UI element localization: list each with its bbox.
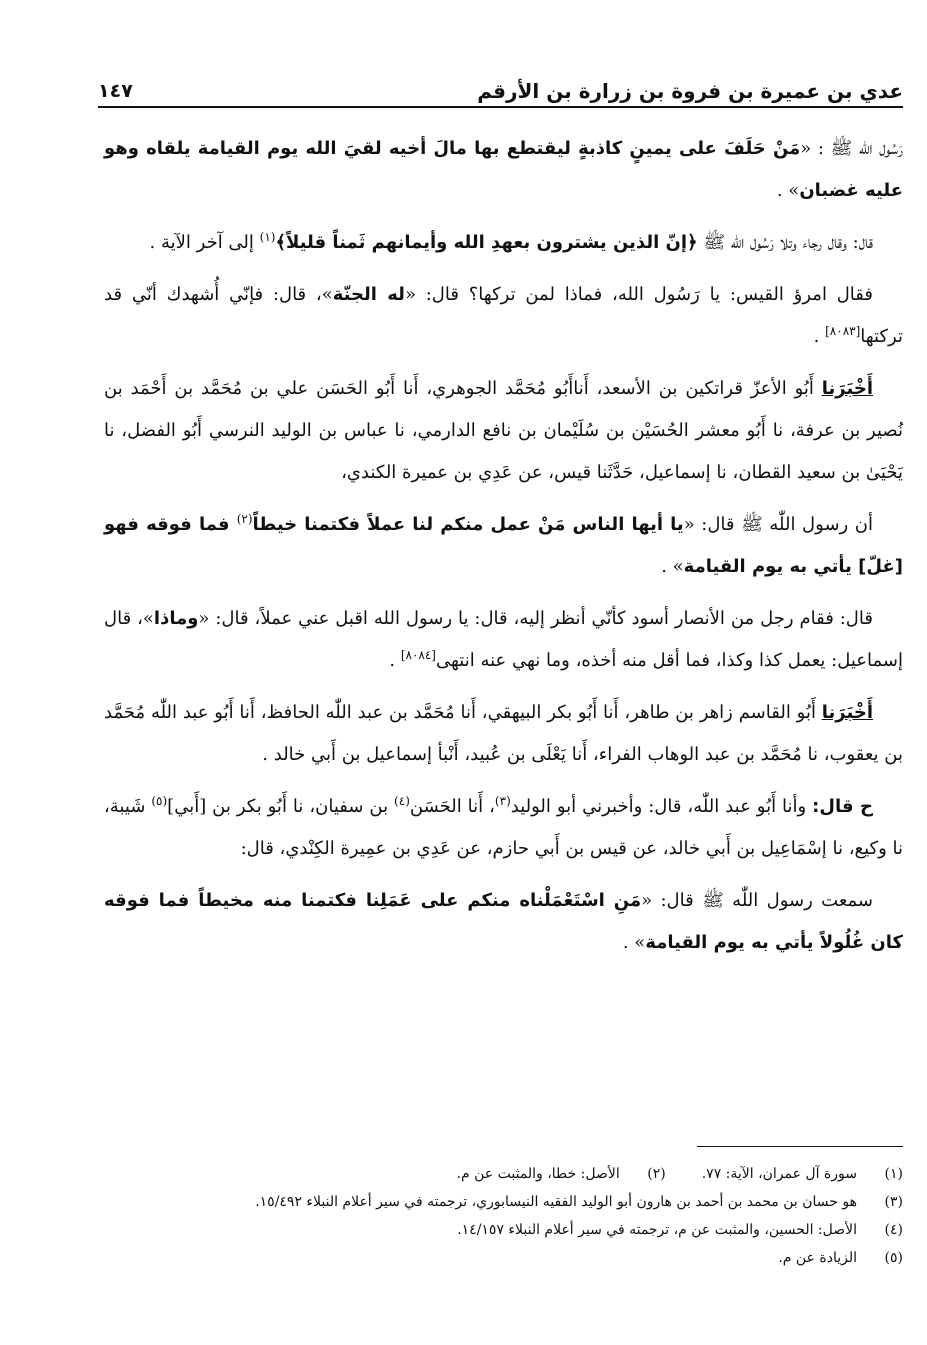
- hadith-text-3b: فما فوقه فهو [غلّ] يأتي به يوم القيامة: [104, 514, 903, 577]
- isnad-lead-3: ح قال:: [812, 796, 873, 817]
- paragraph-8-text-c: بن سفيان، نا أَبُو بكر بن [أَبي]: [167, 796, 395, 817]
- footnote-2-number: (٢): [647, 1166, 666, 1182]
- paragraph-9-text-a: سمعت رسول اللّٰه ﷺ قال: «: [641, 890, 873, 911]
- paragraph-1-text-b: » .: [776, 180, 800, 201]
- footnote-2-text: الأصل: خطا، والمثبت عن م.: [456, 1166, 620, 1182]
- footnote-ref-1[interactable]: (١): [259, 230, 276, 244]
- footnote-5-number: (٥): [884, 1250, 903, 1266]
- paragraph-6-text-a: قال: فقام رجل من الأنصار أسود كأنّي أنظر إليه، قال: يا رسول الله اقبل عني عملاً، قال: «: [198, 608, 873, 629]
- paragraph-2: [104, 222, 903, 264]
- paragraph-3-text-c: .: [813, 326, 826, 347]
- paragraph-2-text-b: إلى آخر الآية .: [149, 232, 260, 253]
- footnote-4-number: (٤): [884, 1222, 903, 1238]
- paragraph-6-text-c: .: [389, 650, 401, 671]
- footnotes: [104, 1160, 903, 1272]
- paragraph-3-text-b: »، قال: فإنّي أُشهدك أنّي قد تركتها: [104, 284, 903, 347]
- footnote-ref-4[interactable]: (٤): [394, 794, 410, 808]
- paragraph-6: [104, 598, 903, 682]
- footnote-row-1-2: [104, 1160, 903, 1188]
- paragraph-8-text-b: ، أَنا الحَسَن: [409, 796, 495, 817]
- hadith-number-8083: [٨٠٨٣]: [825, 324, 861, 338]
- main-text: [104, 128, 903, 974]
- hadith-text-2: له الجنّة: [332, 284, 405, 305]
- footnote-2: [457, 1160, 666, 1188]
- quran-verse: ﴿إنّ الذين يشترون بعهدِ الله وأيمانهم ثَمناً قليلاً﴾: [275, 232, 698, 253]
- footnote-3-text: هو حسان بن محمد بن أحمد بن هارون أبو الوليد الفقيه النيسابوري، ترجمته في سير أعلام النبلاء ١٥/٤٩٢.: [255, 1194, 857, 1210]
- paragraph-9: [104, 880, 903, 964]
- page-number: ١٤٧: [98, 80, 133, 102]
- paragraph-3: [104, 274, 903, 358]
- footnote-ref-2[interactable]: (٢): [236, 512, 253, 526]
- isnad-chain-1: أَبُو الأعزّ قراتكين بن الأسعد، أَناأَبُو مُحَمَّد الجوهري، أَنا أَبُو الحَسَن علي بن مُحَمَّد بن أَحْمَد بن نُصير بن عرفة، نا أَبُو معشر الحُسَيْن بن سُلَيْمان بن نافع الدارمي، نا عباس بن الوليد النرسي أَبُو الفضل، نا يَحْيَىٰ بن سعيد القطان، نا إسماعيل، حَدَّثَنا قيس، عن عَدِي بن عميرة الكندي،: [104, 378, 903, 483]
- paragraph-8: [104, 786, 903, 870]
- footnote-4-text: الأصل: الحسين، والمثبت عن م، ترجمته في سير أعلام النبلاء ١٤/١٥٧.: [457, 1222, 857, 1238]
- isnad-chain-2: أَبُو القاسم زاهر بن طاهر، أَنا أَبُو بكر البيهقي، أَنا مُحَمَّد بن عبد اللّٰه الحافظ، أَنا أَبُو عبد اللّٰه مُحَمَّد بن يعقوب، نا مُحَمَّد بن عبد الوهاب الفراء، أَنا يَعْلَى بن عُبيد، أَنْبأ إسماعيل بن أَبي خالد .: [104, 702, 903, 765]
- paragraph-5-text-b: » .: [661, 556, 684, 577]
- hadith-text-1: مَنْ حَلَفَ على يمينٍ كاذبةٍ ليقتطع بها مالَ أخيه لقيَ الله يوم القيامة يلقاه وهو عليه غضبان: [104, 138, 903, 201]
- paragraph-6-text-b: »، قال إسماعيل: يعمل كذا وكذا، فما أقل منه أخذه، وما نهي عنه انتهى: [104, 608, 903, 671]
- footnote-ref-3[interactable]: (٣): [494, 794, 511, 808]
- footnote-ref-5[interactable]: (٥): [151, 794, 168, 808]
- isnad-lead-2: أَخْبَرَنا: [821, 702, 873, 723]
- hadith-text-5: مَنِ اسْتَعْمَلْناه منكم على عَمَلِنا فكتمنا منه مخيطاً فما فوقه كان غُلُولاً يأتي به يوم القيامة: [104, 890, 903, 953]
- footnote-3: [104, 1188, 903, 1216]
- paragraph-1: [104, 128, 903, 212]
- paragraph-5: [104, 504, 903, 588]
- footnote-5: [104, 1244, 903, 1272]
- hadith-text-4: وماذا: [153, 608, 199, 629]
- hadith-number-8084: [٨٠٨٤]: [400, 648, 436, 662]
- paragraph-9-text-b: » .: [622, 932, 646, 953]
- running-header: [98, 72, 903, 108]
- footnote-1: [702, 1160, 903, 1188]
- footnote-divider: [697, 1146, 903, 1147]
- paragraph-8-text-a: وأنا أَبُو عبد اللّٰه، قال: وأخبرني أبو الوليد: [510, 796, 813, 817]
- paragraph-3-text-a: فقال امرؤ القيس: يا رَسُول الله، فماذا لمن تركها؟ قال: «: [404, 284, 873, 305]
- paragraph-8-text-d: شَيبة، نا وكيع، نا إسْمَاعِيل بن أَبي خالد، عن قيس بن أَبي حازم، عن عَدِي بن عمِيرة الكِنْدي، قال:: [104, 796, 903, 859]
- hadith-text-3a: يا أيها الناس مَنْ عمل منكم لنا عملاً فكتمنا خيطاً: [252, 514, 684, 535]
- footnote-1-number: (١): [884, 1166, 903, 1182]
- footnote-3-number: (٣): [884, 1194, 903, 1210]
- paragraph-4: [104, 368, 903, 494]
- footnote-4: [104, 1216, 903, 1244]
- paragraph-7: [104, 692, 903, 776]
- header-title: عدي بن عميرة بن فروة بن زرارة بن الأرقم: [477, 79, 903, 103]
- paragraph-5-text-a: أن رسول اللّٰه ﷺ قال: «: [683, 514, 874, 535]
- isnad-lead-1: أَخْبَرَنا: [821, 378, 873, 399]
- paragraph-1-text-a: رَسُول الله ﷺ : «: [800, 138, 903, 159]
- footnote-1-text: سورة آل عمران، الآية: ٧٧.: [701, 1166, 857, 1182]
- paragraph-2-text-a: قال: وقال رجاء وتلا رَسُول الله ﷺ: [697, 232, 873, 253]
- footnote-5-text: الزيادة عن م.: [778, 1250, 857, 1266]
